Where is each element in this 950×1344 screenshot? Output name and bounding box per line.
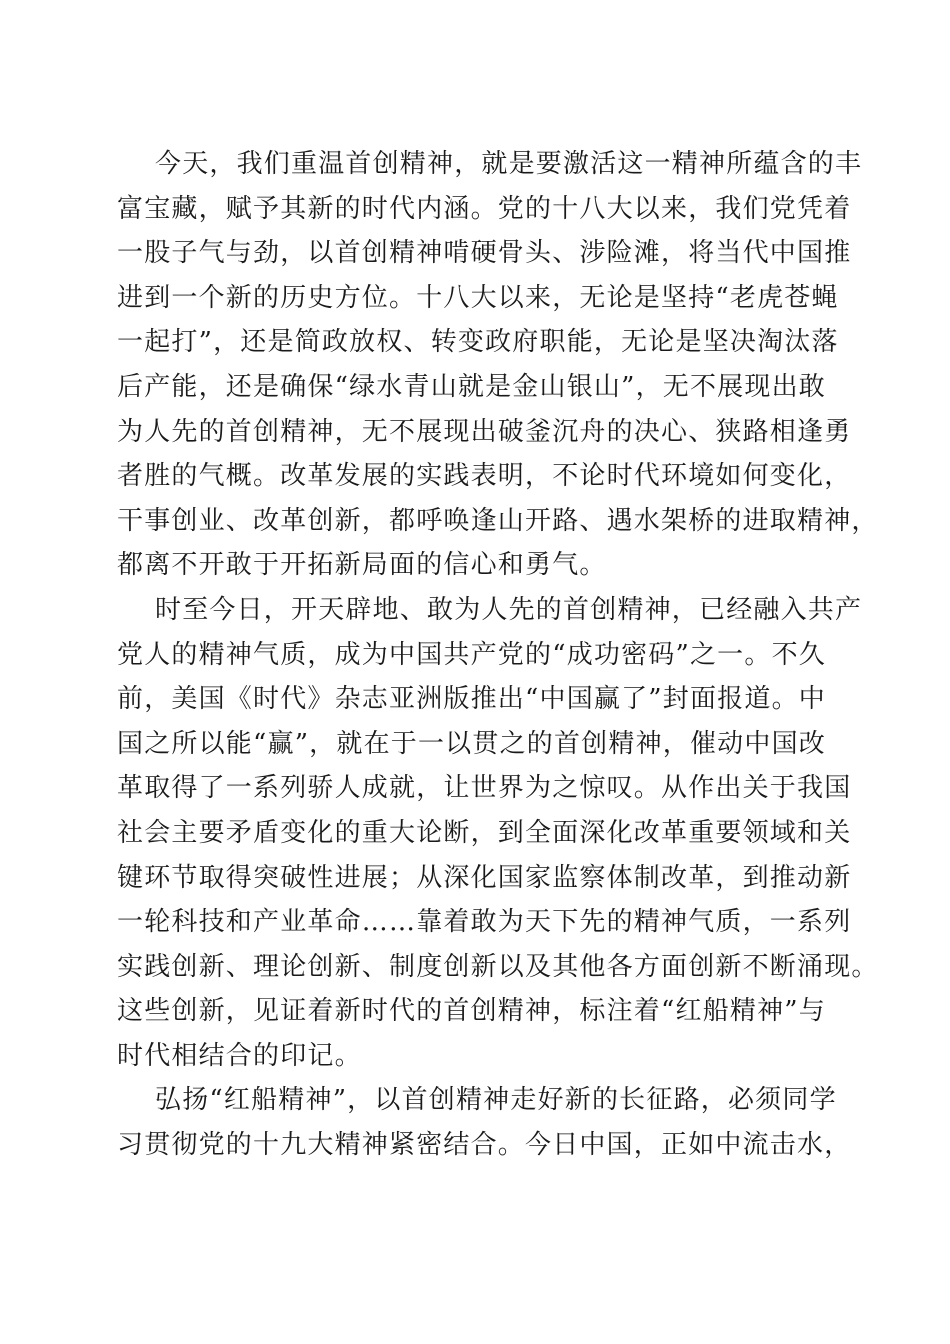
paragraph-line: 进到一个新的历史方位。十八大以来，无论是坚持“老虎苍蝇 (117, 282, 839, 313)
paragraph-line: 干事创业、改革创新，都呼唤逢山开路、遇水架桥的进取精神， (117, 505, 879, 536)
paragraph-line: 这些创新，见证着新时代的首创精神，标注着“红船精神”与 (117, 996, 826, 1027)
paragraph-line: 富宝藏，赋予其新的时代内涵。党的十八大以来，我们党凭着 (117, 193, 852, 224)
paragraph-line: 后产能，还是确保“绿水青山就是金山银山”，无不展现出敢 (117, 371, 826, 402)
paragraph-line: 一股子气与劲，以首创精神啃硬骨头、涉险滩，将当代中国推 (117, 238, 852, 269)
paragraph-line: 前，美国《时代》杂志亚洲版推出“中国赢了”封面报道。中 (117, 684, 826, 715)
paragraph-2 (117, 588, 879, 1079)
paragraph-line: 一起打”，还是简政放权、转变政府职能，无论是坚决淘汰落 (117, 327, 839, 358)
paragraph-line: 弘扬“红船精神”，以首创精神走好新的长征路，必须同学 (155, 1085, 837, 1116)
paragraph-line: 社会主要矛盾变化的重大论断，到全面深化改革重要领域和关 (117, 817, 852, 848)
paragraph-line: 者胜的气概。改革发展的实践表明，不论时代环境如何变化， (117, 461, 852, 492)
paragraph-line: 都离不开敢于开拓新局面的信心和勇气。 (117, 550, 607, 581)
paragraph-line: 今天，我们重温首创精神，就是要激活这一精神所蕴含的丰 (155, 149, 863, 179)
paragraph-line: 时至今日，开天辟地、敢为人先的首创精神，已经融入共产 (155, 594, 863, 625)
paragraph-line: 党人的精神气质，成为中国共产党的“成功密码”之一。不久 (117, 639, 826, 670)
paragraph-line: 键环节取得突破性进展；从深化国家监察体制改革，到推动新 (117, 862, 852, 893)
paragraph-line: 习贯彻党的十九大精神紧密结合。今日中国，正如中流击水， (117, 1130, 852, 1161)
document-body (117, 142, 879, 1168)
paragraph-line: 国之所以能“赢”，就在于一以贯之的首创精神，催动中国改 (117, 728, 826, 759)
paragraph-line: 时代相结合的印记。 (117, 1040, 362, 1071)
paragraph-line: 革取得了一系列骄人成就，让世界为之惊叹。从作出关于我国 (117, 773, 852, 804)
paragraph-1 (117, 142, 879, 588)
paragraph-line: 实践创新、理论创新、制度创新以及其他各方面创新不断涌现。 (117, 951, 879, 982)
paragraph-line: 为人先的首创精神，无不展现出破釜沉舟的决心、狭路相逢勇 (117, 416, 852, 447)
paragraph-3 (117, 1078, 852, 1167)
paragraph-line: 一轮科技和产业革命……靠着敢为天下先的精神气质，一系列 (117, 907, 852, 938)
